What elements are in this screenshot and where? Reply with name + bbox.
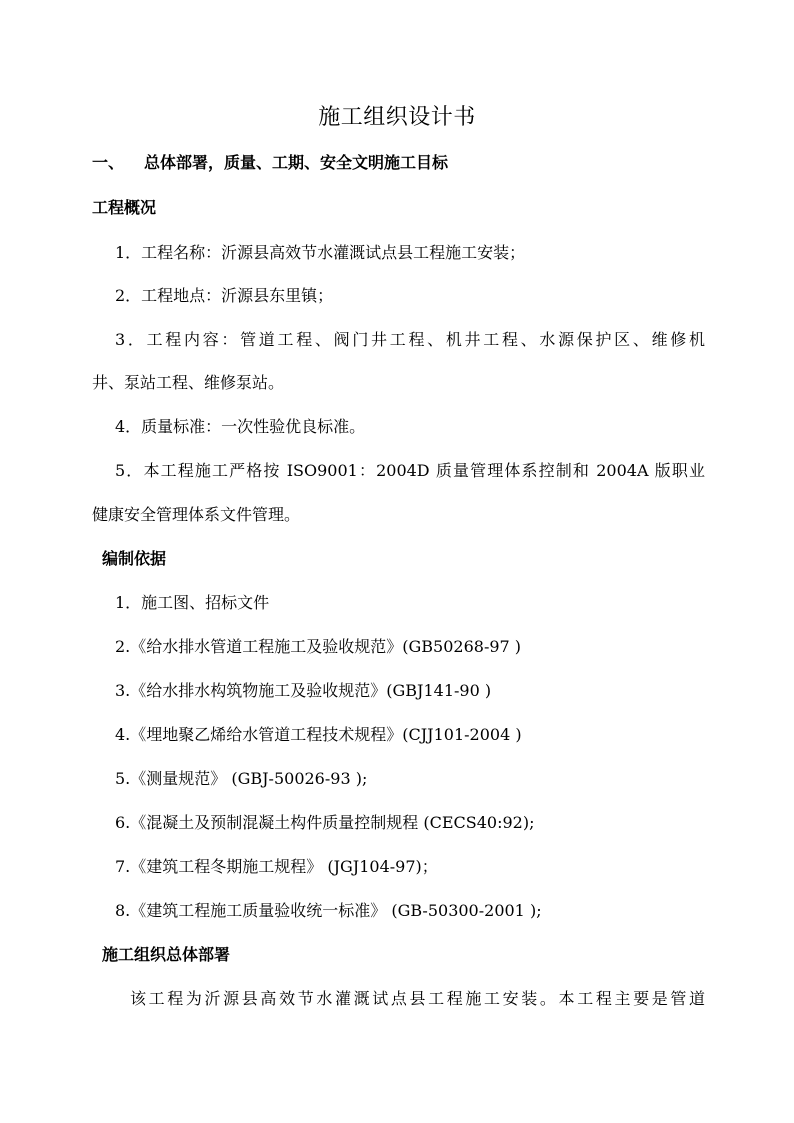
basis-item: 5.《测量规范》 (GBJ-50026-93 ); xyxy=(115,769,368,788)
basis-item: 8.《建筑工程施工质量验收统一标准》 (GB-50300-2001 ); xyxy=(115,901,542,920)
basis-item: 6.《混凝土及预制混凝土构件质量控制规程 (CECS40:92); xyxy=(115,813,535,832)
basis-item: 1．施工图、招标文件 xyxy=(115,593,270,612)
document-title: 施工组织设计书 xyxy=(318,105,476,130)
basis-item: 3.《给水排水构筑物施工及验收规范》(GBJ141-90 ) xyxy=(115,681,492,700)
overview-line: 2．工程地点：沂源县东里镇； xyxy=(115,286,334,305)
deployment-paragraph: 该工程为沂源县高效节水灌溉试点县工程施工安装。本工程主要是管道 xyxy=(130,989,705,1008)
overview-line: 4．质量标准：一次性验优良标准。 xyxy=(115,417,366,436)
basis-item: 7.《建筑工程冬期施工规程》 (JGJ104-97)； xyxy=(115,857,438,876)
basis-item: 4.《埋地聚乙烯给水管道工程技术规程》(CJJ101-2004 ) xyxy=(115,725,522,744)
section-number: 一、 xyxy=(92,153,125,172)
overview-heading: 工程概况 xyxy=(92,198,157,217)
section-title: 总体部署，质量、工期、安全文明施工目标 xyxy=(144,153,449,172)
overview-line: 1．工程名称：沂源县高效节水灌溉试点县工程施工安装； xyxy=(115,243,526,262)
overview-line: 健康安全管理体系文件管理。 xyxy=(92,505,301,524)
overview-line: 井、泵站工程、维修泵站。 xyxy=(92,373,285,392)
section-heading xyxy=(92,151,448,175)
basis-item: 2.《给水排水管道工程施工及验收规范》(GB50268-97 ) xyxy=(115,637,522,656)
overview-line: 3．工程内容：管道工程、阀门井工程、机井工程、水源保护区、维修机 xyxy=(115,330,705,349)
deployment-heading: 施工组织总体部署 xyxy=(102,945,231,964)
basis-heading: 编制依据 xyxy=(102,549,167,568)
overview-line: 5．本工程施工严格按 ISO9001：2004D 质量管理体系控制和 2004A 版职业 xyxy=(115,461,705,480)
